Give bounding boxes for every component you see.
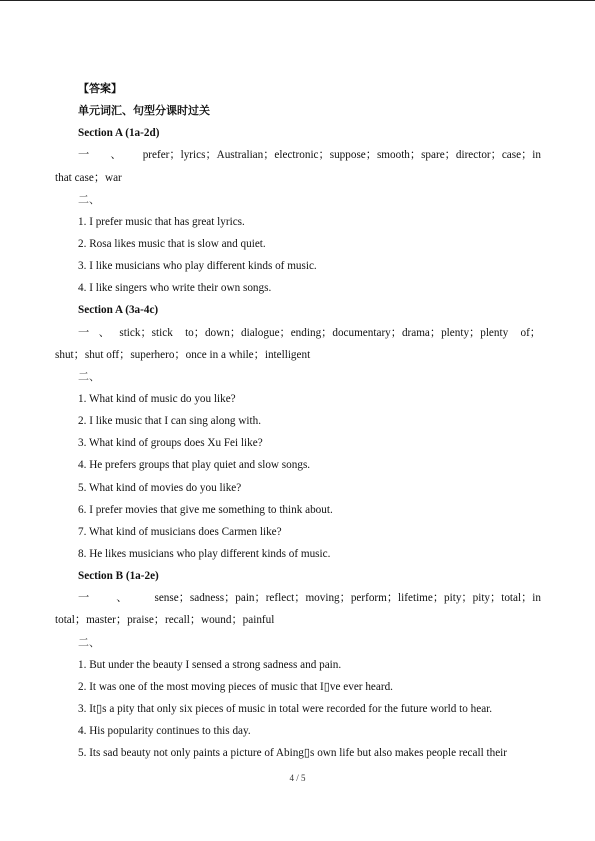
part-marker: 二、: [78, 369, 100, 383]
sentence: 1. But under the beauty I sensed a strong sadness and pain.: [78, 658, 342, 671]
top-border-line: [0, 0, 595, 1]
sentence: 4. His popularity continues to this day.: [78, 725, 251, 738]
sentence: 3. It▯s a pity that only six pieces of music in total were recorded for the future world to hear.: [78, 702, 493, 715]
sentence: 6. I prefer movies that give me something to think about.: [78, 503, 333, 516]
sentence: 2. It was one of the most moving pieces of music that I▯ve ever heard.: [78, 680, 393, 693]
page-content: [55, 78, 541, 764]
section-heading: Section A (1a-2d): [78, 127, 160, 140]
section-heading: Section B (1a-2e): [78, 570, 159, 583]
sentence: 3. I like musicians who play different kinds of music.: [78, 260, 317, 273]
vocab-line: 一、prefer；lyrics；Australian；electronic；suppose；smooth；spare；director；case；in: [78, 149, 541, 162]
vocab-line: that case；war: [55, 171, 122, 184]
sentence: 5. What kind of movies do you like?: [78, 481, 242, 494]
sentence: 3. What kind of groups does Xu Fei like?: [78, 437, 263, 450]
unit-title: 单元词汇、句型分课时过关: [78, 104, 210, 118]
answer-header: 【答案】: [78, 82, 122, 95]
vocab-line: total；master；praise；recall；wound；painful: [55, 614, 275, 627]
sentence: 2. Rosa likes music that is slow and quiet.: [78, 237, 266, 250]
sentence: 5. Its sad beauty not only paints a picture of Abing▯s own life but also makes people recall their: [78, 747, 508, 760]
part-marker: 二、: [78, 192, 100, 206]
sentence: 2. I like music that I can sing along with.: [78, 415, 262, 428]
page-number: 4 / 5: [289, 773, 306, 783]
vocab-line: 一、sense；sadness；pain；reflect；moving；perform；lifetime；pity；pity；total；in: [78, 592, 541, 605]
sentence: 1. What kind of music do you like?: [78, 392, 236, 405]
sentence: 4. I like singers who write their own songs.: [78, 282, 272, 295]
sentence: 1. I prefer music that has great lyrics.: [78, 215, 245, 228]
part-marker: 二、: [78, 635, 100, 649]
sentence: 4. He prefers groups that play quiet and slow songs.: [78, 459, 311, 472]
section-heading: Section A (3a-4c): [78, 304, 159, 317]
vocab-line: shut；shut off；superhero；once in a while；intelligent: [55, 348, 311, 361]
vocab-line: 一、stick；stick to；down；dialogue；ending；documentary；drama；plenty；plenty of；: [78, 326, 541, 339]
sentence: 7. What kind of musicians does Carmen like?: [78, 525, 282, 538]
sentence: 8. He likes musicians who play different kinds of music.: [78, 547, 331, 560]
